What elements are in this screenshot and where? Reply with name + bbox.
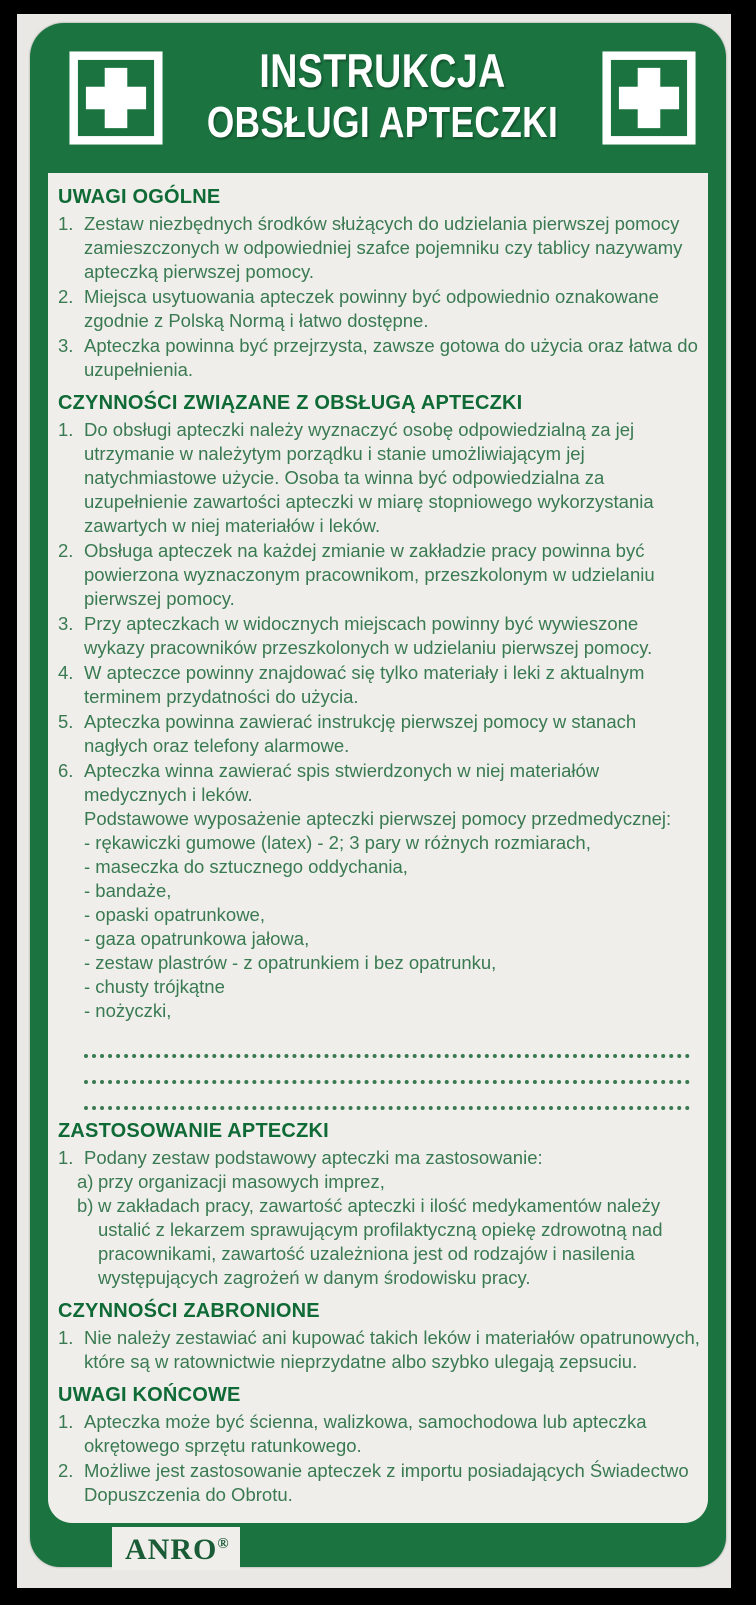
item-text: - maseczka do sztucznego oddychania, xyxy=(84,856,408,877)
numbered-item xyxy=(58,1326,700,1374)
first-aid-instruction-sign xyxy=(30,23,726,1567)
section-heading: CZYNNOŚCI ZABRONIONE xyxy=(58,1300,320,1322)
numbered-item xyxy=(58,759,700,807)
item-text: Miejsca usytuowania apteczek powinny być odpowiednio oznakowane zgodnie z Polską Normą i łatwo dostępne. xyxy=(84,286,659,331)
lettered-item xyxy=(77,1194,700,1290)
dotted-fill-line xyxy=(84,1058,690,1084)
item-marker: 1. xyxy=(58,213,74,234)
item-text: - gaza opatrunkowa jałowa, xyxy=(84,928,310,949)
dash-list-item xyxy=(84,903,700,927)
numbered-item xyxy=(58,1410,700,1458)
item-text: Do obsługi apteczki należy wyznaczyć osobę odpowiedzialną za jej utrzymanie w należytym porządku i stanie umożliwiającym jej natychmiastowe użycie. Osoba ta winna być odpowiedzialna za uzupełnienie zawartości apteczki w miarę stopniowego wykorzystania zawartych w niej materiałów i leków. xyxy=(84,419,654,536)
item-text: Zestaw niezbędnych środków służących do udzielania pierwszej pomocy zamieszczonych w odpowiedniej szafce pojemniku czy tablicy nazywamy apteczką pierwszej pomocy. xyxy=(84,213,683,282)
item-marker: 3. xyxy=(58,613,74,634)
numbered-item xyxy=(58,212,700,284)
numbered-item xyxy=(58,1459,700,1507)
item-text: - bandaże, xyxy=(84,880,172,901)
title-line-1: INSTRUKCJA xyxy=(259,43,506,97)
dash-list-item xyxy=(84,975,700,999)
numbered-item xyxy=(58,418,700,538)
sign-footer-bar xyxy=(48,1523,708,1567)
dotted-fill-line xyxy=(84,1032,690,1058)
item-marker: a) xyxy=(77,1171,94,1192)
item-marker: 4. xyxy=(58,662,74,683)
item-text: Podstawowe wyposażenie apteczki pierwszej pomocy przedmedycznej: xyxy=(84,808,672,829)
numbered-item xyxy=(58,710,700,758)
item-marker: 2. xyxy=(58,540,74,561)
section-czynnosci-zwiazane xyxy=(58,391,700,1110)
item-marker: 1. xyxy=(58,1327,74,1348)
section-zastosowanie xyxy=(58,1119,700,1290)
item-text: Przy apteczkach w widocznych miejscach powinny być wywieszone wykazy pracowników przeszkolonych w udzielaniu pierwszej pomocy. xyxy=(84,613,653,658)
brand-name: ANRO xyxy=(125,1533,218,1566)
item-text: - opaski opatrunkowe, xyxy=(84,904,265,925)
dash-list-item xyxy=(84,879,700,903)
dash-list-item xyxy=(84,855,700,879)
item-text: Możliwe jest zastosowanie apteczek z importu posiadających Świadectwo Dopuszczenia do Obrotu. xyxy=(84,1460,689,1505)
item-text: przy organizacji masowych imprez, xyxy=(98,1171,385,1192)
item-marker: 6. xyxy=(58,760,74,781)
numbered-item xyxy=(58,612,700,660)
sign-title xyxy=(163,43,602,150)
photo-margin xyxy=(17,14,731,1588)
item-text: Nie należy zestawiać ani kupować takich leków i materiałów opatrunowych, które są w ratownictwie nieprzydatne albo szybko ulegają zepsuciu. xyxy=(84,1327,700,1372)
section-heading: CZYNNOŚCI ZWIĄZANE Z OBSŁUGĄ APTECZKI xyxy=(58,392,523,414)
item-text: Apteczka powinna zawierać instrukcję pierwszej pomocy w stanach nagłych oraz telefony alarmowe. xyxy=(84,711,637,756)
title-line-2: OBSŁUGI APTECZKI xyxy=(206,97,559,147)
item-text: Apteczka winna zawierać spis stwierdzonych w niej materiałów medycznych i leków. xyxy=(84,760,600,805)
section-heading: UWAGI KOŃCOWE xyxy=(58,1384,241,1406)
item-text: Apteczka powinna być przejrzysta, zawsze gotowa do użycia oraz łatwa do uzupełnienia. xyxy=(84,335,698,380)
section-heading: UWAGI OGÓLNE xyxy=(58,186,221,208)
item-marker: 2. xyxy=(58,1460,74,1481)
item-marker: b) xyxy=(77,1195,94,1216)
sign-header xyxy=(48,23,708,173)
numbered-item xyxy=(58,334,700,382)
anro-logo xyxy=(112,1527,240,1570)
item-marker: 3. xyxy=(58,335,74,356)
item-marker: 5. xyxy=(58,711,74,732)
numbered-item xyxy=(58,1146,700,1170)
dash-list-item xyxy=(84,831,700,855)
content-area xyxy=(48,173,708,1523)
paragraph xyxy=(84,807,700,831)
dash-list-item xyxy=(84,999,700,1023)
numbered-item xyxy=(58,661,700,709)
item-text: W apteczce powinny znajdować się tylko materiały i leki z aktualnym terminem przydatności do użycia. xyxy=(84,662,645,707)
first-aid-cross-icon-right xyxy=(602,51,696,145)
item-text: w zakładach pracy, zawartość apteczki i ilość medykamentów należy ustalić z lekarzem sprawującym profilaktyczną opiekę zdrowotną nad pracownikami, zawartość uzależniona jest od rodzajów i nasilenia występujących zagrożeń w danym środowisku pracy. xyxy=(98,1195,663,1288)
registered-symbol: ® xyxy=(217,1536,229,1552)
item-text: - nożyczki, xyxy=(84,1000,172,1021)
numbered-item xyxy=(58,539,700,611)
section-uwagi-ogolne xyxy=(58,185,700,382)
item-text: - zestaw plastrów - z opatrunkiem i bez opatrunku, xyxy=(84,952,497,973)
lettered-item xyxy=(77,1170,700,1194)
dash-list-item xyxy=(84,927,700,951)
section-heading: ZASTOSOWANIE APTECZKI xyxy=(58,1120,329,1142)
dash-list-item xyxy=(84,951,700,975)
first-aid-cross-icon-left xyxy=(69,51,163,145)
item-marker: 1. xyxy=(58,1147,74,1168)
section-uwagi-koncowe xyxy=(58,1383,700,1507)
item-text: - rękawiczki gumowe (latex) - 2; 3 pary w różnych rozmiarach, xyxy=(84,832,591,853)
item-text: Obsługa apteczek na każdej zmianie w zakładzie pracy powinna być powierzona wyznaczonym pracownikom, przeszkolonym w udzielaniu pierwszej pomocy. xyxy=(84,540,655,609)
item-marker: 2. xyxy=(58,286,74,307)
item-marker: 1. xyxy=(58,1411,74,1432)
item-text: Apteczka może być ścienna, walizkowa, samochodowa lub apteczka okrętowego sprzętu ratunkowego. xyxy=(84,1411,647,1456)
dotted-fill-line xyxy=(84,1084,690,1110)
section-czynnosci-zabronione xyxy=(58,1299,700,1374)
item-marker: 1. xyxy=(58,419,74,440)
item-text: Podany zestaw podstawowy apteczki ma zastosowanie: xyxy=(84,1147,543,1168)
item-text: - chusty trójkątne xyxy=(84,976,225,997)
numbered-item xyxy=(58,285,700,333)
